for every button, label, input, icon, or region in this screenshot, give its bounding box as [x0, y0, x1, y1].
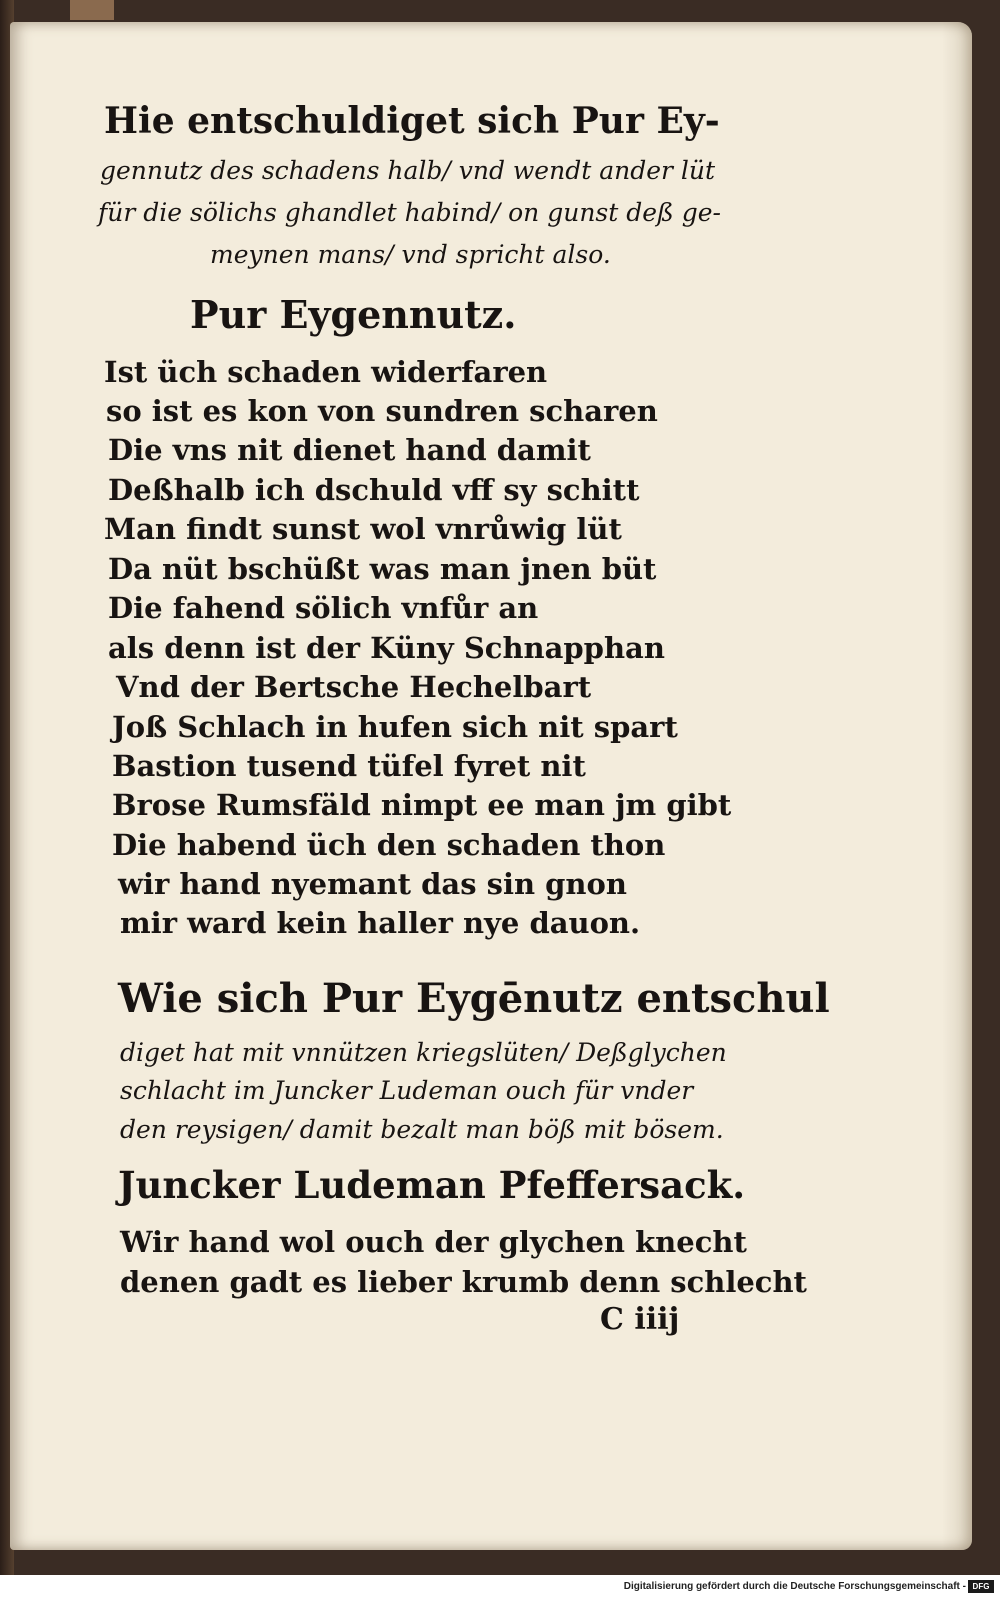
verse-line: Die fahend sölich vnfůr an	[108, 591, 539, 625]
verse-line: Vnd der Bertsche Hechelbart	[116, 670, 592, 704]
heading-2-line-2: diget hat mit vnnützen kriegslüten/ Deßglychen	[120, 1038, 727, 1067]
speaker-1-name: Pur Eygennutz.	[190, 292, 517, 337]
footer-credit: Digitalisierung gefördert durch die Deutsche Forschungsgemeinschaft -	[623, 1581, 966, 1592]
binding-tab	[70, 0, 114, 20]
heading-1-line-4: meynen mans/ vnd spricht also.	[210, 240, 611, 269]
verse-line: Man findt sunst wol vnrůwig lüt	[104, 512, 622, 546]
heading-2-line-4: den reysigen/ damit bezalt man böß mit bösem.	[120, 1115, 724, 1144]
verse-line: Ist üch schaden widerfaren	[104, 355, 548, 389]
speaker-2-name: Juncker Ludeman Pfeffersack.	[118, 1163, 746, 1207]
verse-line: mir ward kein haller nye dauon.	[120, 906, 641, 940]
heading-2-line-1: Wie sich Pur Eygēnutz entschul	[118, 975, 830, 1022]
heading-2-line-3: schlacht im Juncker Ludeman ouch für vnder	[120, 1076, 694, 1105]
heading-1-line-3: für die sölichs ghandlet habind/ on gunst deß ge-	[98, 198, 721, 227]
verse-line: Wir hand wol ouch der glychen knecht	[120, 1225, 747, 1259]
verse-line: Deßhalb ich dschuld vff sy schitt	[108, 473, 640, 507]
heading-1-line-2: gennutz des schadens halb/ vnd wendt ander lüt	[100, 156, 716, 185]
verse-line: als denn ist der Küny Schnapphan	[108, 631, 665, 665]
signature-mark: C iiij	[600, 1302, 680, 1337]
verse-line: Joß Schlach in hufen sich nit spart	[112, 710, 678, 744]
dfg-logo: DFG	[968, 1580, 994, 1593]
heading-1-line-1: Hie entschuldiget sich Pur Ey-	[104, 100, 720, 142]
verse-line: Die habend üch den schaden thon	[112, 828, 666, 862]
verse-line: Bastion tusend tüfel fyret nit	[112, 749, 586, 783]
verse-line: Brose Rumsfäld nimpt ee man jm gibt	[112, 788, 732, 822]
verse-line: Da nüt bschüßt was man jnen büt	[108, 552, 657, 586]
verse-line: so ist es kon von sundren scharen	[106, 394, 658, 428]
verse-line: denen gadt es lieber krumb denn schlecht	[120, 1265, 807, 1299]
verse-line: wir hand nyemant das sin gnon	[118, 867, 627, 901]
verse-line: Die vns nit dienet hand damit	[108, 433, 591, 467]
